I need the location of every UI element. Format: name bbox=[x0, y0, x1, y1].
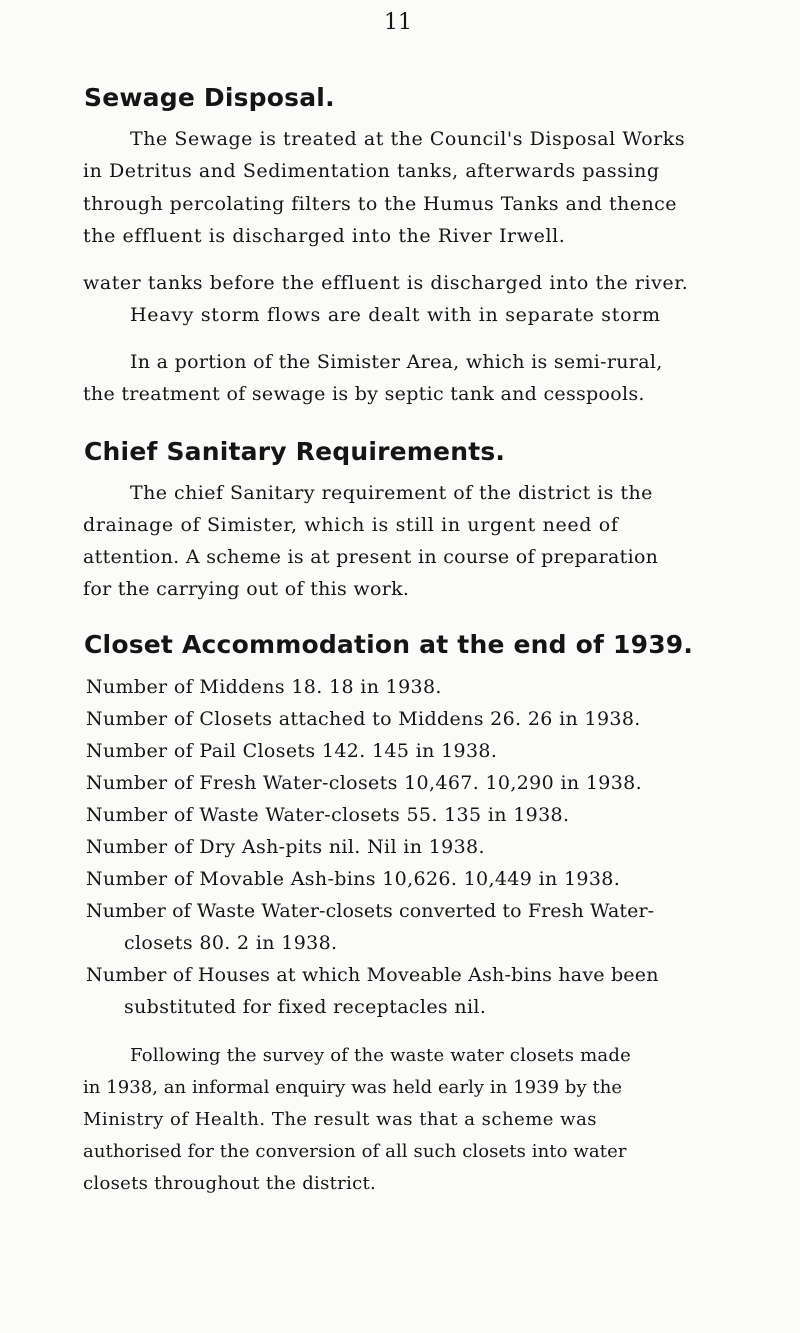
closet-accommodation-heading: Closet Accommodation at the end of 1939. bbox=[84, 630, 694, 659]
text-line: the effluent is discharged into the River Irwell. bbox=[83, 225, 566, 247]
text-line: drainage of Simister, which is still in urgent need of bbox=[83, 514, 619, 536]
text-line: Following the survey of the waste water closets made bbox=[130, 1045, 631, 1066]
sewage-disposal-heading: Sewage Disposal. bbox=[84, 83, 335, 112]
list-item: Number of Closets attached to Middens 26. 26 in 1938. bbox=[86, 708, 641, 730]
text-line: water tanks before the effluent is discharged into the river. bbox=[83, 272, 689, 294]
list-item: Number of Houses at which Moveable Ash-bins have been bbox=[86, 964, 659, 986]
list-item: Number of Movable Ash-bins 10,626. 10,449 in 1938. bbox=[86, 868, 621, 890]
text-line: authorised for the conversion of all such closets into water bbox=[83, 1141, 627, 1162]
text-line: Ministry of Health. The result was that a scheme was bbox=[83, 1109, 598, 1130]
text-line: in Detritus and Sedimentation tanks, afterwards passing bbox=[83, 160, 660, 182]
text-line: Heavy storm flows are dealt with in separate storm bbox=[130, 304, 661, 326]
text-line: the treatment of sewage is by septic tank and cesspools. bbox=[83, 383, 645, 405]
list-item: Number of Waste Water-closets converted to Fresh Water- bbox=[86, 900, 655, 922]
list-item: Number of Middens 18. 18 in 1938. bbox=[86, 676, 442, 698]
text-line: The chief Sanitary requirement of the district is the bbox=[130, 482, 653, 504]
list-item-continuation: closets 80. 2 in 1938. bbox=[124, 932, 338, 954]
list-item-continuation: substituted for fixed receptacles nil. bbox=[124, 996, 487, 1018]
text-line: through percolating filters to the Humus Tanks and thence bbox=[83, 193, 677, 215]
page-number: 11 bbox=[384, 10, 412, 35]
text-line: In a portion of the Simister Area, which is semi-rural, bbox=[130, 351, 663, 373]
text-line: for the carrying out of this work. bbox=[83, 578, 410, 600]
text-line: The Sewage is treated at the Council's Disposal Works bbox=[130, 128, 686, 150]
chief-sanitary-heading: Chief Sanitary Requirements. bbox=[84, 437, 506, 466]
text-line: in 1938, an informal enquiry was held early in 1939 by the bbox=[83, 1077, 623, 1098]
text-line: closets throughout the district. bbox=[83, 1173, 377, 1194]
list-item: Number of Waste Water-closets 55. 135 in 1938. bbox=[86, 804, 570, 826]
list-item: Number of Dry Ash-pits nil. Nil in 1938. bbox=[86, 836, 485, 858]
list-item: Number of Fresh Water-closets 10,467. 10,290 in 1938. bbox=[86, 772, 642, 794]
text-line: attention. A scheme is at present in course of preparation bbox=[83, 546, 659, 568]
list-item: Number of Pail Closets 142. 145 in 1938. bbox=[86, 740, 498, 762]
